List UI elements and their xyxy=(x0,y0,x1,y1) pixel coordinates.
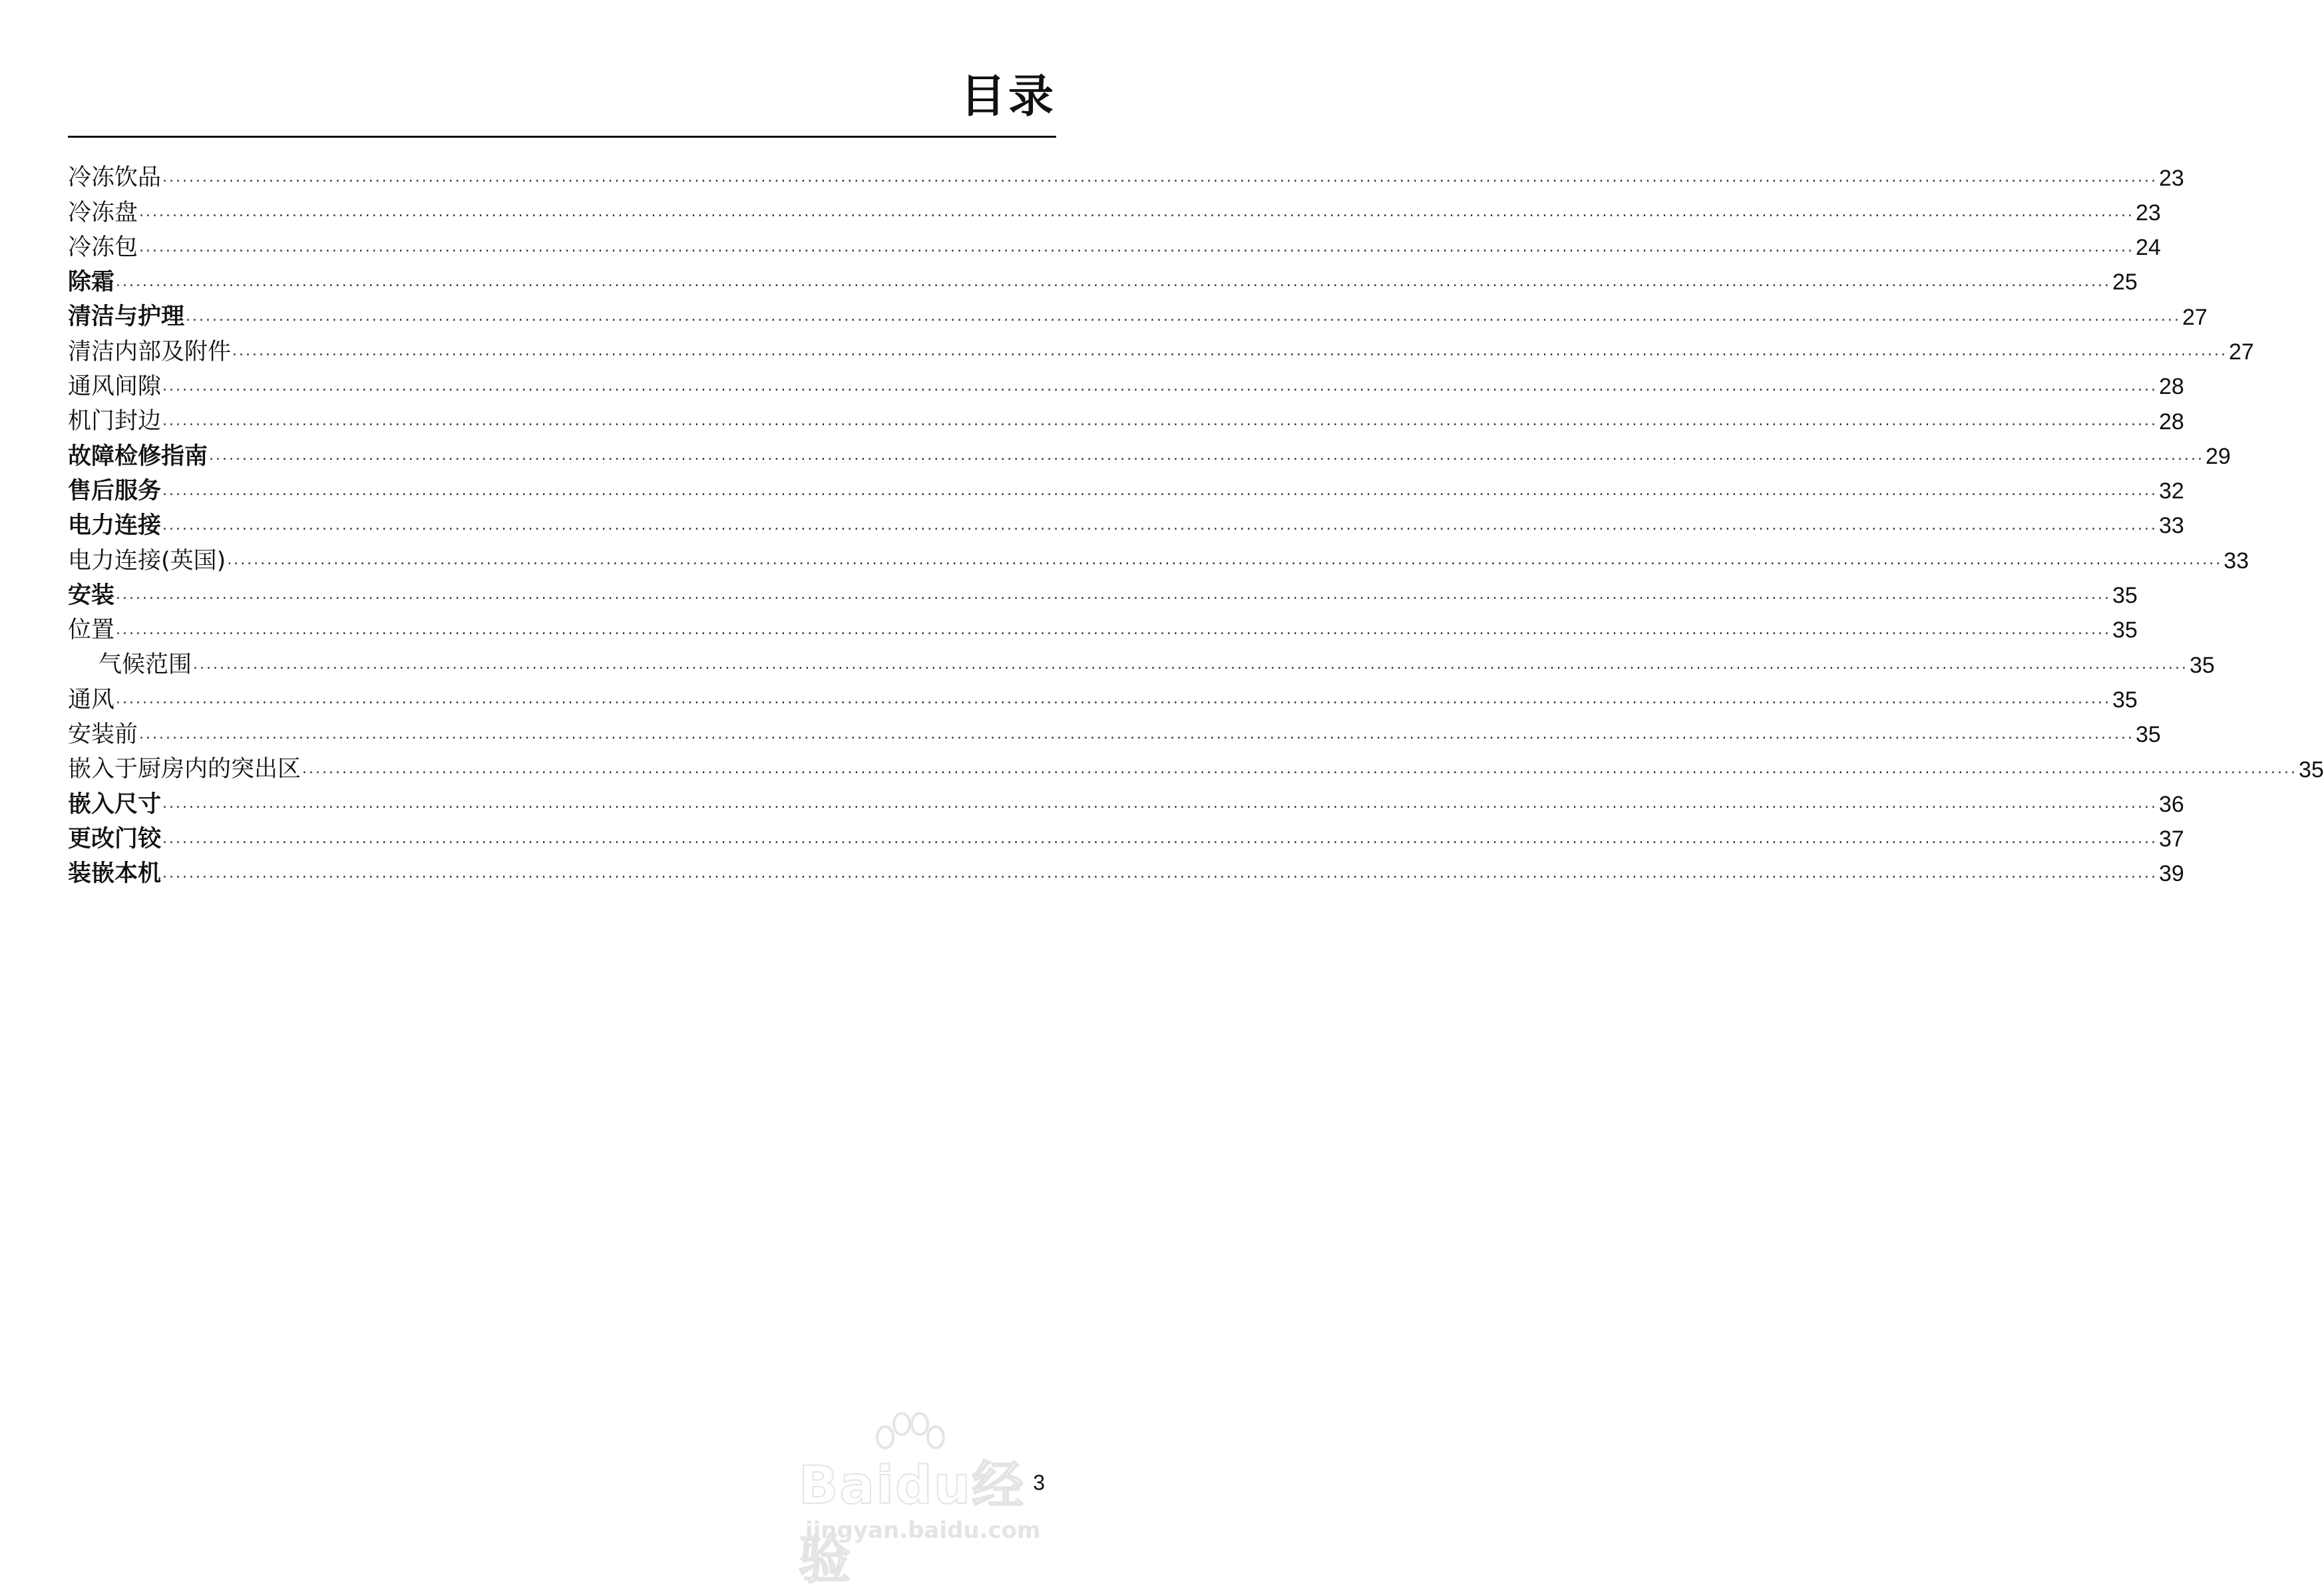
toc-entry-page: 32 xyxy=(2158,478,2184,504)
toc-leader-dots: ............................................................................................................................................................................................................................................................................................................ xyxy=(193,656,2188,673)
toc-entry[interactable] xyxy=(68,853,2184,888)
toc-entry[interactable] xyxy=(68,818,2184,853)
toc-entry-label: 机门封边 xyxy=(68,408,162,435)
toc-entry-page: 37 xyxy=(2158,826,2184,852)
toc-entry-page: 27 xyxy=(2182,304,2208,330)
toc-entry-page: 39 xyxy=(2158,861,2184,887)
toc-entry-label: 安装 xyxy=(68,582,115,609)
toc-entry-label: 嵌入于厨房内的突出区 xyxy=(68,756,301,783)
toc-leader-dots: ............................................................................................................................................................................................................................................................................................................ xyxy=(162,482,2158,499)
toc-entry-label: 通风间隙 xyxy=(68,373,162,401)
table-of-contents xyxy=(68,157,2324,888)
baidu-jingyan-watermark xyxy=(792,1417,1071,1590)
title-divider xyxy=(68,136,1056,138)
toc-leader-dots: ............................................................................................................................................................................................................................................................................................................ xyxy=(162,377,2158,395)
toc-leader-dots: ............................................................................................................................................................................................................................................................................................................ xyxy=(139,725,2134,743)
toc-entry[interactable] xyxy=(68,749,2324,783)
toc-leader-dots: ............................................................................................................................................................................................................................................................................................................ xyxy=(116,691,2111,708)
toc-entry[interactable] xyxy=(68,610,2138,644)
toc-leader-dots: ............................................................................................................................................................................................................................................................................................................ xyxy=(162,864,2158,882)
toc-leader-dots: ............................................................................................................................................................................................................................................................................................................ xyxy=(162,412,2158,429)
toc-entry-page: 25 xyxy=(2112,269,2138,295)
toc-entry[interactable] xyxy=(68,575,2138,610)
toc-entry-page: 35 xyxy=(2112,583,2138,609)
toc-leader-dots: ............................................................................................................................................................................................................................................................................................................ xyxy=(162,795,2158,812)
toc-entry-label: 安装前 xyxy=(68,721,138,749)
toc-entry-page: 35 xyxy=(2135,722,2161,748)
toc-entry[interactable] xyxy=(68,401,2184,435)
toc-entry-page: 24 xyxy=(2135,235,2161,261)
toc-leader-dots: ............................................................................................................................................................................................................................................................................................................ xyxy=(232,343,2227,360)
toc-entry-page: 28 xyxy=(2158,409,2184,435)
toc-entry[interactable] xyxy=(68,505,2184,540)
toc-leader-dots: ............................................................................................................................................................................................................................................................................................................ xyxy=(116,621,2111,638)
toc-entry-page: 35 xyxy=(2298,757,2324,783)
toc-leader-dots: ............................................................................................................................................................................................................................................................................................................ xyxy=(116,586,2111,604)
toc-entry-page: 27 xyxy=(2228,339,2254,365)
toc-entry-label: 冷冻饮品 xyxy=(68,164,162,192)
toc-entry-page: 35 xyxy=(2112,687,2138,713)
toc-leader-dots: ............................................................................................................................................................................................................................................................................................................ xyxy=(162,168,2158,186)
watermark-logo: Baidu经验 xyxy=(799,1456,1026,1590)
toc-entry-label: 更改门铰 xyxy=(68,825,162,852)
toc-entry-label: 售后服务 xyxy=(68,477,162,504)
toc-leader-dots: ............................................................................................................................................................................................................................................................................................................ xyxy=(139,238,2134,256)
toc-entry-page: 23 xyxy=(2135,200,2161,226)
toc-entry[interactable] xyxy=(68,296,2208,331)
toc-entry[interactable] xyxy=(68,470,2184,505)
toc-leader-dots: ............................................................................................................................................................................................................................................................................................................ xyxy=(162,830,2158,847)
toc-leader-dots: ............................................................................................................................................................................................................................................................................................................ xyxy=(116,273,2111,290)
toc-entry-page: 35 xyxy=(2189,652,2215,678)
toc-entry-page: 33 xyxy=(2158,513,2184,539)
toc-entry-label: 清洁与护理 xyxy=(68,303,185,331)
toc-entry-label: 清洁内部及附件 xyxy=(68,338,232,365)
toc-entry[interactable] xyxy=(68,435,2231,470)
toc-entry-page: 23 xyxy=(2158,165,2184,191)
toc-entry-page: 36 xyxy=(2158,791,2184,817)
toc-entry[interactable] xyxy=(68,714,2161,749)
toc-entry-label: 冷冻盘 xyxy=(68,199,138,226)
toc-entry-page: 35 xyxy=(2112,618,2138,643)
toc-entry[interactable] xyxy=(68,366,2184,401)
toc-entry[interactable] xyxy=(68,192,2161,226)
toc-entry[interactable] xyxy=(68,262,2138,296)
toc-entry[interactable] xyxy=(68,783,2184,818)
toc-entry-label: 通风 xyxy=(68,686,115,713)
toc-entry-label: 嵌入尺寸 xyxy=(68,791,162,818)
toc-entry-label: 电力连接(英国) xyxy=(68,547,226,574)
toc-entry-label: 电力连接 xyxy=(68,512,162,540)
watermark-url: jingyan.baidu.com xyxy=(805,1517,1041,1544)
toc-leader-dots: ............................................................................................................................................................................................................................................................................................................ xyxy=(162,516,2158,534)
toc-entry[interactable] xyxy=(68,227,2161,262)
toc-leader-dots: ............................................................................................................................................................................................................................................................................................................ xyxy=(209,447,2204,464)
toc-entry[interactable] xyxy=(68,679,2138,713)
toc-entry[interactable] xyxy=(68,540,2249,574)
toc-entry-page: 29 xyxy=(2205,443,2231,469)
toc-entry-page: 33 xyxy=(2224,548,2249,574)
toc-entry-label: 故障检修指南 xyxy=(68,442,208,470)
toc-leader-dots: ............................................................................................................................................................................................................................................................................................................ xyxy=(139,204,2134,221)
toc-entry[interactable] xyxy=(68,331,2254,365)
toc-entry[interactable] xyxy=(68,157,2184,192)
toc-entry-page: 28 xyxy=(2158,374,2184,400)
toc-leader-dots: ............................................................................................................................................................................................................................................................................................................ xyxy=(302,760,2297,777)
toc-entry-label: 装嵌本机 xyxy=(68,860,162,888)
toc-entry[interactable] xyxy=(68,644,2215,679)
toc-entry-label: 冷冻包 xyxy=(68,234,138,261)
toc-entry-label: 位置 xyxy=(68,617,115,644)
page-number: 3 xyxy=(1033,1471,1045,1495)
toc-leader-dots: ............................................................................................................................................................................................................................................................................................................ xyxy=(227,552,2223,569)
page-title: 目录 xyxy=(960,71,1056,123)
toc-entry-label: 气候范围 xyxy=(98,651,192,679)
toc-leader-dots: ............................................................................................................................................................................................................................................................................................................ xyxy=(186,308,2181,325)
toc-entry-label: 除霜 xyxy=(68,269,115,296)
